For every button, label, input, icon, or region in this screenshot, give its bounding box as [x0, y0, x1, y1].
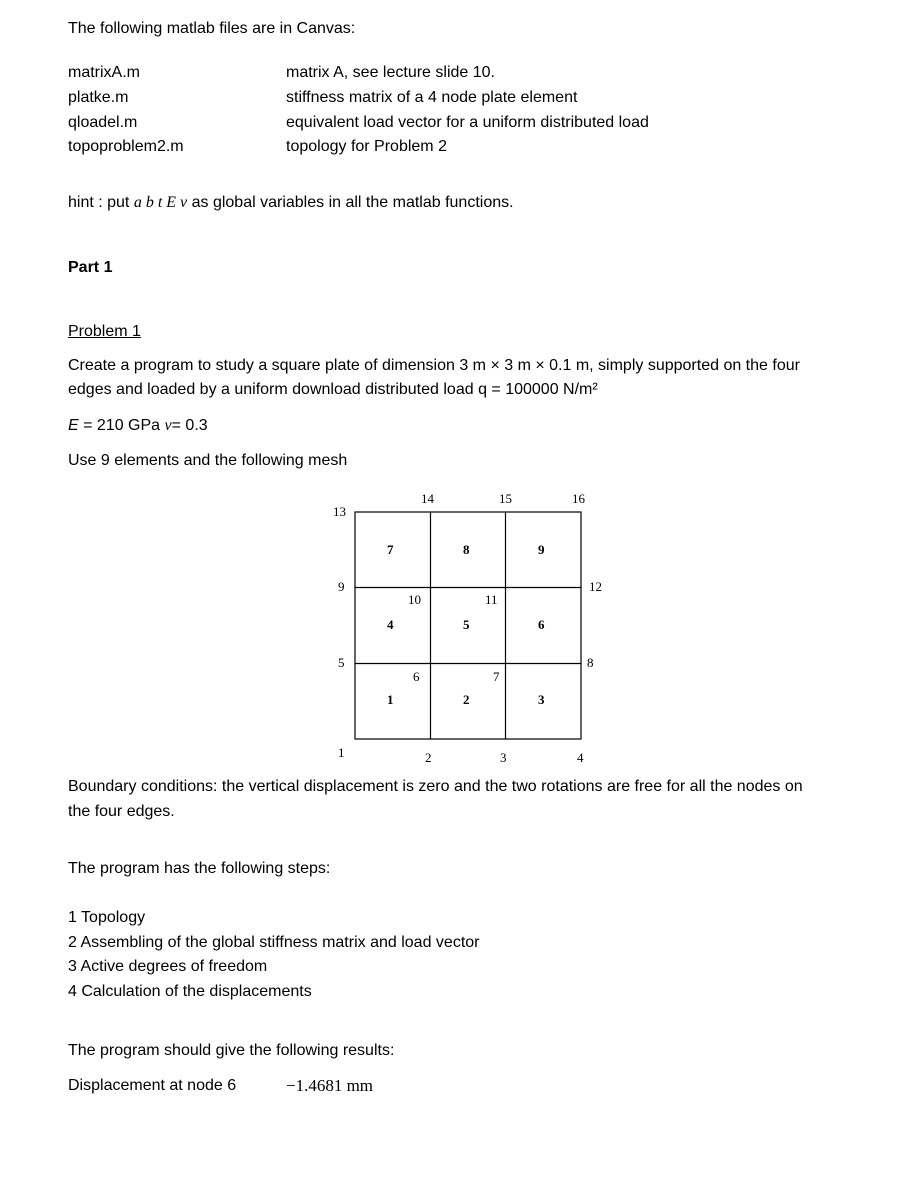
node-label: 8 [587, 655, 594, 670]
file-desc: equivalent load vector for a uniform distributed load [286, 114, 649, 131]
nu-symbol: ν [164, 417, 172, 434]
boundary-text-line2: the four edges. [68, 803, 175, 820]
steps-intro: The program has the following steps: [68, 860, 331, 877]
element-label: 6 [538, 617, 545, 632]
node-label: 16 [572, 491, 585, 506]
node-label: 3 [500, 750, 507, 765]
e-value: = 210 GPa [78, 417, 165, 434]
node-label: 5 [338, 655, 345, 670]
node-label: 6 [413, 669, 420, 684]
element-label: 5 [463, 617, 470, 632]
file-name: qloadel.m [68, 114, 138, 131]
node-label: 2 [425, 750, 432, 765]
hint-prefix: hint : put [68, 194, 134, 211]
result-value: −1.4681 mm [286, 1076, 374, 1095]
node-label: 4 [577, 750, 584, 765]
nu-value: = 0.3 [171, 417, 208, 434]
file-desc: matrix A, see lecture slide 10. [286, 64, 495, 81]
node-label: 9 [338, 579, 345, 594]
results-intro: The program should give the following results: [68, 1042, 395, 1059]
node-label: 14 [421, 491, 434, 506]
step-item: 1 Topology [68, 909, 146, 926]
hint-vars: a b t E ν [133, 194, 188, 211]
element-label: 1 [387, 692, 394, 707]
node-label: 12 [589, 579, 602, 594]
result-label: Displacement at node 6 [68, 1077, 237, 1094]
node-label: 15 [499, 491, 512, 506]
node-label: 1 [338, 745, 345, 760]
node-label: 13 [333, 504, 346, 519]
mesh-intro: Use 9 elements and the following mesh [68, 452, 348, 469]
element-label: 3 [538, 692, 545, 707]
hint-suffix: as global variables in all the matlab functions. [187, 194, 514, 211]
part-title: Part 1 [68, 259, 113, 276]
node-label: 11 [485, 592, 498, 607]
step-item: 2 Assembling of the global stiffness matrix and load vector [68, 934, 480, 951]
problem-text-line2: edges and loaded by a uniform download distributed load q = 100000 N/m² [68, 381, 598, 398]
problem-title: Problem 1 [68, 323, 141, 340]
file-desc: stiffness matrix of a 4 node plate element [286, 89, 578, 106]
e-symbol: E [68, 417, 79, 434]
file-name: matrixA.m [68, 64, 140, 81]
node-label: 7 [493, 669, 500, 684]
element-label: 4 [387, 617, 394, 632]
node-label: 10 [408, 592, 421, 607]
intro-text: The following matlab files are in Canvas: [68, 20, 356, 37]
boundary-text-line1: Boundary conditions: the vertical displacement is zero and the two rotations are free for all the nodes on [68, 778, 803, 795]
element-label: 7 [387, 542, 394, 557]
file-desc: topology for Problem 2 [286, 138, 447, 155]
file-name: topoproblem2.m [68, 138, 184, 155]
step-item: 4 Calculation of the displacements [68, 983, 312, 1000]
element-label: 9 [538, 542, 545, 557]
element-label: 8 [463, 542, 470, 557]
step-item: 3 Active degrees of freedom [68, 958, 268, 975]
file-name: platke.m [68, 89, 129, 106]
problem-text-line1: Create a program to study a square plate of dimension 3 m × 3 m × 0.1 m, simply supported on the four [68, 357, 800, 374]
element-labels [387, 542, 545, 707]
element-label: 2 [463, 692, 470, 707]
